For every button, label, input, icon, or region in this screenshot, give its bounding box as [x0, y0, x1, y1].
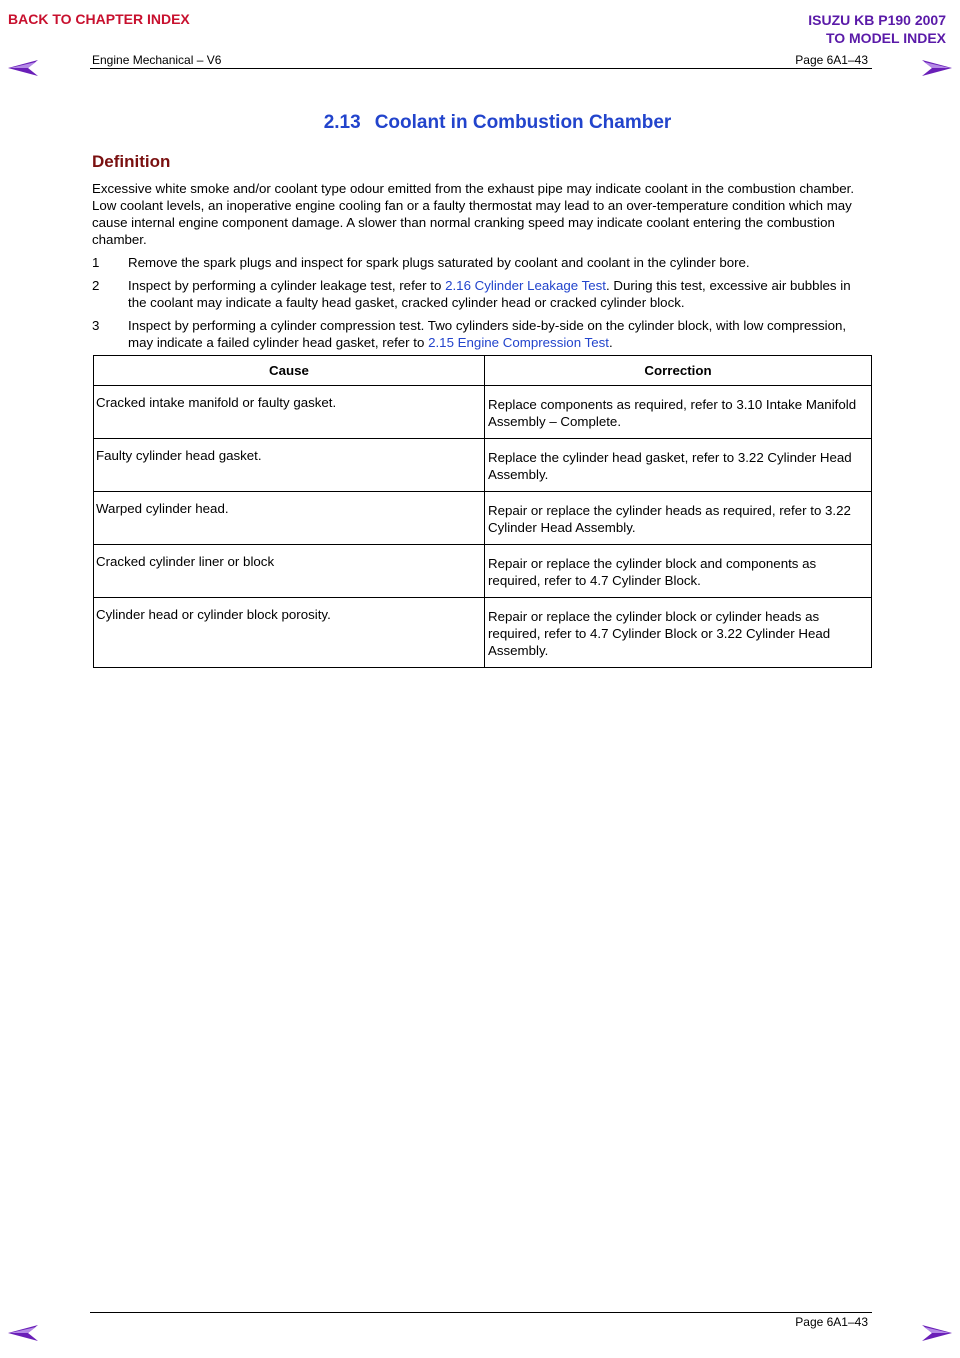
step-text-post: . — [608, 335, 613, 350]
cause-cell: Cylinder head or cylinder block porosity. — [94, 598, 485, 668]
step-text-post: . During this test, excessive air bubbles in the coolant may indicate a faulty head gasket, cracked cylinder head or cracked cylinder block. — [128, 278, 851, 310]
correction-cell: Replace the cylinder head gasket, refer to 3.22 Cylinder Head Assembly. — [485, 439, 872, 492]
to-model-index-link[interactable]: TO MODEL INDEX — [825, 30, 946, 46]
cause-cell: Warped cylinder head. — [94, 492, 485, 545]
table-row — [94, 545, 872, 598]
section-header: Engine Mechanical – V6 — [92, 53, 222, 67]
table-row — [94, 439, 872, 492]
footer-page-number: Page 6A1–43 — [795, 1315, 868, 1329]
header-rule — [90, 68, 872, 69]
step-item — [92, 317, 872, 351]
cause-cell: Faulty cylinder head gasket. — [94, 439, 485, 492]
correction-cell: Replace components as required, refer to 3.10 Intake Manifold Assembly – Complete. — [485, 386, 872, 439]
section-number: 2.13 — [323, 112, 361, 133]
cause-cell: Cracked cylinder liner or block — [94, 545, 485, 598]
table-row — [94, 598, 872, 668]
model-title-link[interactable]: ISUZU KB P190 2007 — [808, 12, 946, 28]
table-header-row — [94, 356, 872, 386]
definition-heading: Definition — [92, 152, 171, 171]
correction-cell: Repair or replace the cylinder block or cylinder heads as required, refer to 4.7 Cylinder Block or 3.22 Cylinder Head Assembly. — [485, 598, 872, 668]
step-item — [92, 254, 872, 271]
cause-column-header: Cause — [94, 356, 485, 386]
step-text: Remove the spark plugs and inspect for spark plugs saturated by coolant and coolant in the cylinder bore. — [128, 255, 750, 270]
step-item — [92, 277, 872, 311]
next-page-arrow-bottom-icon[interactable] — [922, 1325, 952, 1341]
header-page-number: Page 6A1–43 — [795, 53, 868, 67]
step-text — [128, 277, 872, 311]
definition-body — [92, 180, 872, 357]
cause-correction-table — [93, 355, 872, 668]
section-title: Coolant in Combustion Chamber — [374, 112, 672, 133]
step-text — [128, 317, 872, 351]
definition-intro: Excessive white smoke and/or coolant type odour emitted from the exhaust pipe may indicate coolant in the combustion chamber. Low coolant levels, an inoperative engine cooling fan or a faulty thermostat may lead to an over-temperature condition which may cause internal engine component damage. A slower than normal cranking speed may indicate coolant entering the combustion chamber. — [92, 181, 855, 247]
cause-cell: Cracked intake manifold or faulty gasket. — [94, 386, 485, 439]
correction-cell: Repair or replace the cylinder heads as required, refer to 3.22 Cylinder Head Assembly. — [485, 492, 872, 545]
step-number: 1 — [92, 255, 100, 270]
back-to-chapter-index-link[interactable]: BACK TO CHAPTER INDEX — [8, 11, 190, 27]
page-title — [90, 112, 905, 134]
prev-page-arrow-bottom-icon[interactable] — [8, 1325, 38, 1341]
footer-rule — [90, 1312, 872, 1313]
correction-column-header: Correction — [485, 356, 872, 386]
table-row — [94, 492, 872, 545]
table-row — [94, 386, 872, 439]
next-page-arrow-icon[interactable] — [922, 60, 952, 76]
model-index-nav[interactable] — [808, 11, 946, 47]
engine-compression-test-link[interactable]: 2.15 Engine Compression Test — [428, 335, 609, 350]
step-text-pre: Inspect by performing a cylinder leakage test, refer to — [128, 278, 446, 293]
step-text-pre: Inspect by performing a cylinder compression test. Two cylinders side-by-side on the cylinder block, with low compression, may indicate a failed cylinder head gasket, refer to — [128, 318, 847, 350]
correction-cell: Repair or replace the cylinder block and components as required, refer to 4.7 Cylinder Block. — [485, 545, 872, 598]
prev-page-arrow-icon[interactable] — [8, 60, 38, 76]
step-number: 2 — [92, 278, 100, 293]
cylinder-leakage-test-link[interactable]: 2.16 Cylinder Leakage Test — [445, 278, 606, 293]
step-number: 3 — [92, 318, 100, 333]
